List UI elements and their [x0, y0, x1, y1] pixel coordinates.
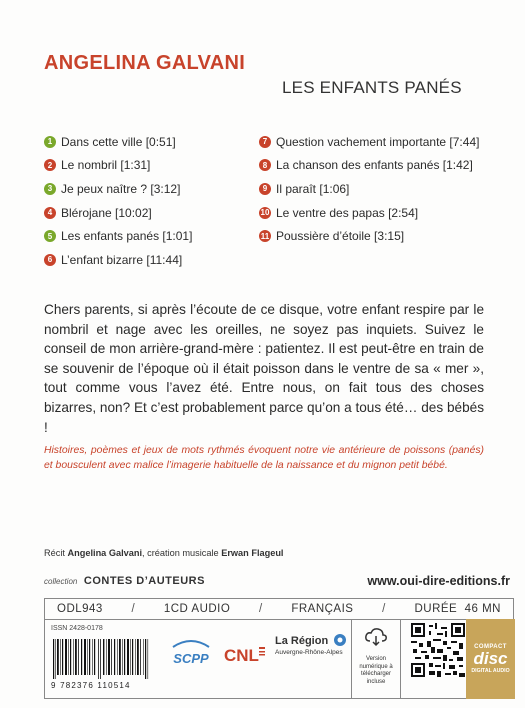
cnl-logo	[223, 639, 267, 671]
duration-label: DURÉE	[414, 603, 458, 615]
album-title: LES ENFANTS PANÉS	[282, 78, 462, 97]
track-number-badge: 3	[44, 183, 56, 195]
track-number-badge: 4	[44, 207, 56, 219]
disc-bottom-text: DIGITAL AUDIO	[471, 668, 510, 674]
track-title: L’enfant bizarre [11:44]	[61, 252, 183, 267]
collection-label: collection	[44, 577, 78, 586]
catalog-ref: ODL943	[57, 603, 103, 615]
track-number-badge: 9	[259, 183, 271, 195]
duration	[414, 603, 501, 615]
separator: /	[258, 603, 263, 615]
track-item	[259, 224, 479, 248]
track-item	[259, 177, 479, 201]
logos-section	[44, 619, 514, 699]
track-title: La chanson des enfants panés [1:42]	[276, 158, 473, 173]
track-title: Les enfants panés [1:01]	[61, 229, 193, 244]
credits-middle: , création musicale	[142, 548, 222, 558]
track-number-badge: 2	[44, 159, 56, 171]
tracklist-column-2	[259, 130, 479, 248]
track-item	[44, 177, 192, 201]
track-item	[44, 201, 192, 225]
credits-prefix: Récit	[44, 548, 68, 558]
track-number-badge: 6	[44, 254, 56, 266]
credits-line	[44, 548, 284, 558]
region-logo	[275, 635, 347, 679]
track-number-badge: 7	[259, 136, 271, 148]
composer-name: Erwan Flageul	[221, 548, 284, 558]
track-item	[259, 130, 479, 154]
compact-disc-logo	[466, 619, 515, 699]
disc-top-text: COMPACT	[474, 644, 507, 650]
separator: /	[382, 603, 386, 615]
scpp-text: SCPP	[173, 651, 209, 666]
track-title: Poussière d’étoile [3:15]	[276, 229, 405, 244]
collection-name: CONTES D’AUTEURS	[83, 575, 205, 587]
collection-line	[44, 575, 205, 587]
barcode-image	[51, 639, 151, 679]
track-title: Je peux naître ? [3:12]	[61, 181, 181, 196]
track-item	[44, 224, 192, 248]
cnl-text: CNL	[224, 646, 259, 665]
track-title: Le nombril [1:31]	[61, 158, 151, 173]
track-item	[259, 201, 479, 225]
track-title: Le ventre des papas [2:54]	[276, 205, 419, 220]
description-paragraph: Chers parents, si après l’écoute de ce disque, votre enfant respire par le nombril et nage avec les oreilles, ne soyez pas inquiets. Suivez le conseil de mon arrière-grand-mère : patientez. Il est peut-être en train de se souvenir de l’époque où il était poisson dans le ventre de sa « mer », tout comme vous l’avez été. Entre nous, on fait tous des choses bizarres, non? Et c’est probablement parce qu’on a tous été… des bébés !	[44, 302, 484, 435]
track-number-badge: 5	[44, 230, 56, 242]
region-subtitle: Auvergne-Rhône-Alpes	[275, 649, 343, 656]
track-number-badge: 11	[260, 231, 270, 241]
region-title: La Région	[275, 635, 329, 647]
cloud-download-icon	[364, 627, 388, 647]
narrator-name: Angelina Galvani	[67, 548, 143, 558]
track-item	[259, 154, 479, 178]
language: FRANÇAIS	[291, 603, 354, 615]
track-number-badge: 10	[260, 208, 270, 218]
issn-number: ISSN 2428-0178	[51, 625, 103, 632]
track-title: Dans cette ville [0:51]	[61, 134, 176, 149]
digital-version-text: Version numérique à télécharger incluse	[359, 656, 393, 685]
author-name: ANGELINA GALVANI	[44, 52, 246, 74]
track-item	[44, 154, 192, 178]
track-title: Question vachement importante [7:44]	[276, 134, 480, 149]
separator: /	[131, 603, 136, 615]
track-title: Il paraît [1:06]	[276, 181, 350, 196]
track-item	[44, 248, 192, 272]
duration-value: 46 MN	[464, 603, 501, 615]
region-emblem-icon	[333, 633, 347, 647]
track-item	[44, 130, 192, 154]
disc-main-text: disc	[473, 649, 508, 668]
scpp-logo	[169, 637, 213, 673]
qr-code-image	[411, 623, 465, 677]
media-format: 1CD AUDIO	[163, 603, 231, 615]
publisher-website: www.oui-dire-editions.fr	[367, 574, 510, 588]
track-number-badge: 8	[259, 159, 271, 171]
tagline-paragraph: Histoires, poèmes et jeux de mots rythmés évoquent notre vie antérieure de poissons (panés) et bousculent avec malice l’imagerie habituelle de la naissance et du mignon petit bébé.	[44, 445, 484, 471]
isbn-number: 9 782376 110514	[51, 681, 131, 690]
tracklist-column-1	[44, 130, 192, 272]
track-title: Blérojane [10:02]	[61, 205, 152, 220]
digital-version-box	[351, 619, 401, 699]
track-number-badge: 1	[44, 136, 56, 148]
product-info-bar	[44, 598, 514, 620]
